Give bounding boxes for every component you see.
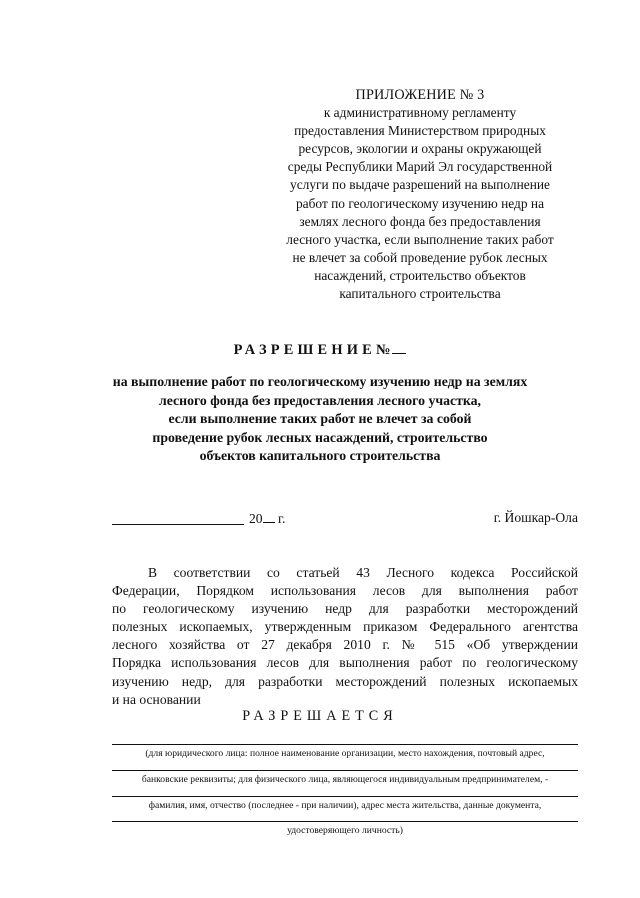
body-line: и на основании (112, 691, 201, 707)
subtitle-line: если выполнение таких работ не влечет за собой (168, 411, 472, 427)
document-title-text: РАЗРЕШЕНИЕ (233, 342, 376, 358)
body-line: по геологическому изучению недр для разработки месторождений (112, 601, 578, 617)
appendix-line: ресурсов, экологии и охраны окружающей (298, 141, 542, 157)
fill-in-line (112, 796, 578, 797)
body-paragraph (112, 564, 578, 709)
document-subtitle (0, 373, 640, 466)
subtitle-line: проведение рубок лесных насаждений, строительство (152, 429, 488, 445)
city-name: г. Йошкар-Ола (493, 510, 578, 525)
appendix-line: к административному регламенту (323, 105, 517, 121)
year-prefix: 20 (249, 511, 263, 526)
field-caption: (для юридического лица: полное наименование организации, место нахождения, почтовый адрес, (145, 748, 545, 759)
year-blank (263, 510, 275, 523)
appendix-line: среды Республики Марий Эл государственной (287, 159, 553, 175)
body-line: лесного хозяйства от 27 декабря 2010 г. № 515 «Об утверждении (112, 637, 578, 653)
field-caption: фамилия, имя, отчество (последнее - при наличии), адрес места жительства, данные документа, (148, 800, 542, 811)
year-suffix: г. (278, 511, 286, 526)
appendix-heading: ПРИЛОЖЕНИЕ № 3 (355, 87, 485, 103)
appendix-line: услуги по выдаче разрешений на выполнение (290, 177, 550, 193)
body-line: В соответствии со статьей 43 Лесного кодекса Российской (148, 565, 578, 580)
subtitle-line: лесного фонда без предоставления лесного участка, (158, 392, 482, 408)
appendix-line: насаждений, строительство объектов (314, 267, 526, 283)
subtitle-line: объектов капитального строительства (199, 448, 441, 464)
appendix-line: капитального строительства (339, 286, 501, 302)
date-row (112, 510, 578, 530)
fill-in-line (112, 744, 578, 745)
body-line: изучению недр, для разработки месторождений полезных ископаемых (112, 673, 578, 689)
body-line: Порядка использования лесов для выполнения работ по геологическому (112, 655, 578, 671)
year-field (249, 510, 285, 527)
date-blank-field (112, 524, 244, 525)
document-title (0, 341, 640, 359)
subtitle-line: на выполнение работ по геологическому изучению недр на землях (112, 374, 528, 389)
number-blank (392, 341, 406, 354)
appendix-line: лесного участка, если выполнение таких работ (286, 231, 554, 247)
fill-in-line (112, 770, 578, 771)
permits-heading: РАЗРЕШАЕТСЯ (242, 708, 398, 724)
appendix-line: землях лесного фонда без предоставления (299, 213, 541, 229)
field-caption: банковские реквизиты; для физического лица, являющегося индивидуальным предпринимателем, - (141, 774, 549, 785)
appendix-line: не влечет за собой проведение рубок лесных (292, 249, 548, 265)
number-sign: № (375, 342, 391, 358)
appendix-header (270, 86, 570, 303)
appendix-line: работ по геологическому изучению недр на (295, 195, 545, 211)
appendix-line: предоставления Министерством природных (294, 123, 546, 139)
body-line: полезных ископаемых, утвержденным приказом Федерального агентства (112, 619, 578, 635)
field-caption: удостоверяющего личность) (287, 825, 403, 836)
fill-in-line (112, 821, 578, 822)
body-line: Федерации, Порядком использования лесов для выполнения работ (112, 583, 578, 599)
